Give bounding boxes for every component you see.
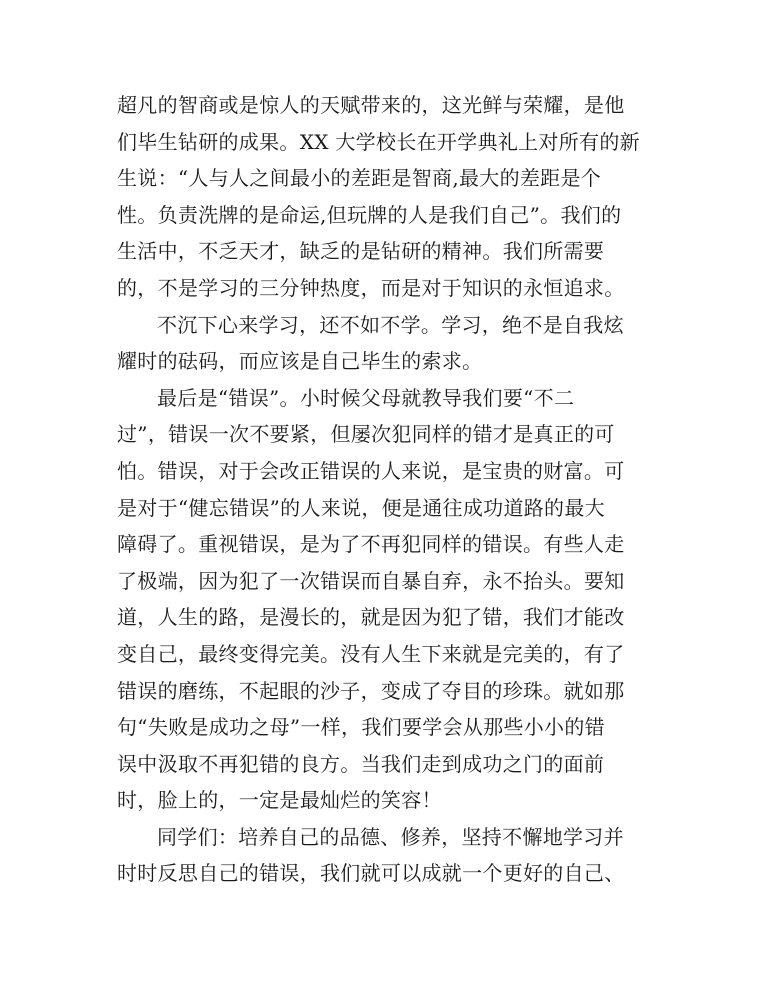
text-line: 障碍了。重视错误，是为了不再犯同样的错误。有些人走 bbox=[117, 532, 625, 557]
text-line: 错误的磨练，不起眼的沙子，变成了夺目的珍珠。就如那 bbox=[117, 678, 625, 703]
body-text bbox=[117, 87, 657, 892]
paragraph-start-line: 同学们：培养自己的品德、修养，坚持不懈地学习并 bbox=[157, 824, 624, 849]
paragraph-start-line: 不沉下心来学习，还不如不学。学习，绝不是自我炫 bbox=[157, 312, 624, 337]
text-line: 怕。错误，对于会改正错误的人来说，是宝贵的财富。可 bbox=[117, 458, 625, 483]
text-line: 过”，错误一次不要紧，但屡次犯同样的错才是真正的可 bbox=[117, 422, 615, 447]
text-line: 们毕生钻研的成果。XX 大学校长在开学典礼上对所有的新 bbox=[117, 129, 640, 154]
text-line: 误中汲取不再犯错的良方。当我们走到成功之门的面前 bbox=[117, 751, 605, 776]
text-line: 时时反思自己的错误，我们就可以成就一个更好的自己、 bbox=[117, 861, 625, 886]
text-line: 是对于“健忘错误”的人来说，便是通往成功道路的最大 bbox=[117, 495, 605, 520]
text-line: 道，人生的路，是漫长的，就是因为犯了错，我们才能改 bbox=[117, 605, 625, 630]
text-line: 性。负责洗牌的是命运,但玩牌的人是我们自己”。我们的 bbox=[117, 202, 622, 227]
text-line: 句“失败是成功之母”一样，我们要学会从那些小小的错 bbox=[117, 715, 605, 740]
paragraph-start-line: 最后是“错误”。小时候父母就教导我们要“不二 bbox=[157, 385, 575, 410]
text-line: 了极端，因为犯了一次错误而自暴自弃，永不抬头。要知 bbox=[117, 568, 625, 593]
text-line: 耀时的砝码，而应该是自己毕生的索求。 bbox=[117, 349, 483, 374]
text-line: 生活中，不乏天才，缺乏的是钻研的精神。我们所需要 bbox=[117, 239, 605, 264]
text-line: 生说：“人与人之间最小的差距是智商,最大的差距是个 bbox=[117, 166, 602, 191]
text-line: 变自己，最终变得完美。没有人生下来就是完美的，有了 bbox=[117, 641, 625, 666]
text-line: 超凡的智商或是惊人的天赋带来的，这光鲜与荣耀，是他 bbox=[117, 93, 625, 117]
text-line: 的，不是学习的三分钟热度，而是对于知识的永恒追求。 bbox=[117, 275, 625, 300]
text-line: 时，脸上的，一定是最灿烂的笑容！ bbox=[117, 788, 442, 813]
